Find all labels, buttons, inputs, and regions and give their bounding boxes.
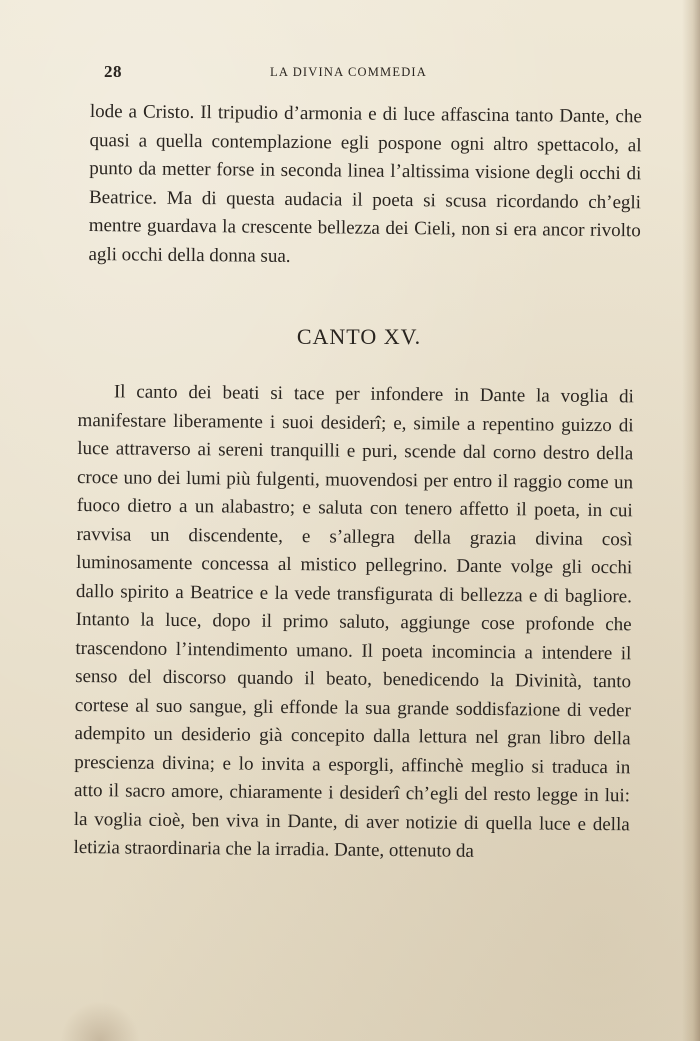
continuation-paragraph-block xyxy=(88,98,642,274)
canto-summary-paragraph: Il canto dei beati si tace per infondere in Dante la voglia di manifestare liberamente i suoi desiderî; e, simile a repentino guizzo di luce attraverso ai sereni tranquilli e puri, scende dal corno destro della croce uno dei lumi più fulgenti, muovendosi per entro il raggio come un fuoco dietro a un alabastro; e saluta con tenero affetto il poeta, in cui ravvisa un discendente, e s’allegra della grazia divina così luminosamente concessa al mistico pellegrino. Dante volge gli occhi dallo spirito a Beatrice e la vede transfigurata di bellezza e di bagliore. Intanto la luce, dopo il primo saluto, aggiunge cose profonde che trascendono l’intendimento umano. Il poeta incomincia a intendere il senso del discorso quando il beato, benedicendo la Divinità, tanto cortese al suo sangue, gli effonde la sua grande soddisfazione di veder adempito un desiderio già concepito dalla lettura nel gran libro della prescienza divina; e lo invita a esporgli, affinchè meglio si traduca in atto il sacro amore, chiaramente i desiderî ch’egli del resto legge in lui: la voglia cioè, ben viva in Dante, di aver notizie di quella luce e della letizia straordinaria che la irradia. Dante, ottenuto da xyxy=(73,381,634,862)
page-header xyxy=(104,62,624,86)
canto-title: CANTO XV. xyxy=(296,324,422,349)
paper-stain xyxy=(60,1001,140,1041)
continuation-paragraph: lode a Cristo. Il tripudio d’armonia e di luce affascina tanto Dante, che quasi a quella contemplazione egli pospone ogni altro spettacolo, al punto da metter forse in seconda linea l’altissima visione degli occhi di Beatrice. Ma di questa audacia il poeta si scusa ricordando ch’egli mentre guardava la crescente bellezza dei Cieli, non si era ancor rivolto agli occhi della donna sua. xyxy=(88,100,642,267)
running-head: LA DIVINA COMMEDIA xyxy=(270,65,428,79)
page-number: 28 xyxy=(104,62,122,81)
page-edge-shadow xyxy=(682,0,700,1041)
canto-summary-block xyxy=(73,378,634,868)
